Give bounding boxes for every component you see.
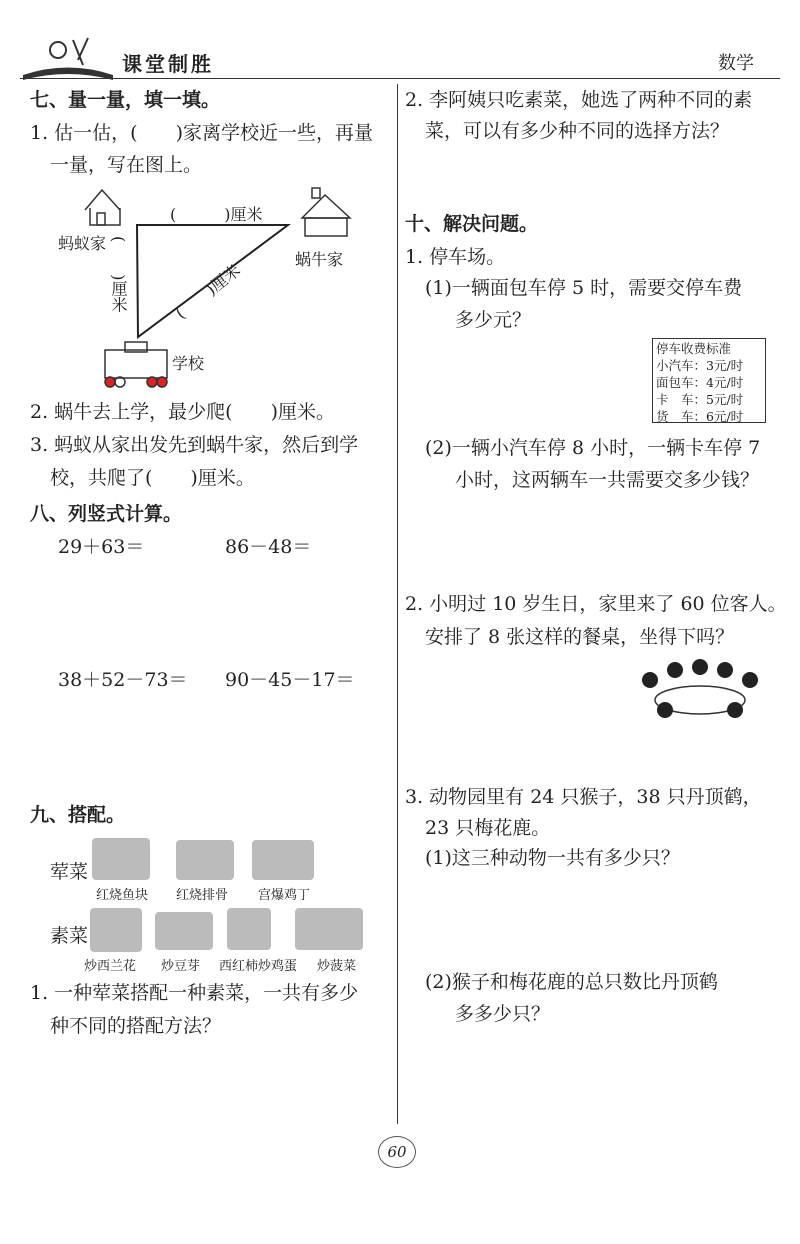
snail-home-label: 蜗牛家	[295, 250, 344, 269]
meat-photo-2	[176, 840, 234, 880]
q7-3-line2: 校，共爬了( )厘米。	[50, 467, 255, 489]
diagonal-edge-label: ( )厘米	[171, 260, 244, 323]
school-building-icon	[105, 342, 167, 387]
meat-photo-3	[252, 840, 314, 880]
equation-4: 90－45－17＝	[225, 669, 355, 691]
p3-1: (1)这三种动物一共有多少只？	[425, 847, 680, 869]
veg-photo-4	[295, 908, 363, 950]
veg-name-3: 西红柿炒鸡蛋	[219, 959, 298, 974]
veg-label: 素菜	[50, 925, 89, 947]
meat-name-1: 红烧鱼块	[96, 888, 149, 903]
section8-title: 八、列竖式计算。	[30, 503, 183, 525]
equation-3: 38＋52－73＝	[58, 669, 188, 691]
fee-row: 货 车：6元/时	[656, 409, 744, 424]
section7-title: 七、量一量，填一填。	[30, 89, 221, 111]
equation-1: 29＋63＝	[58, 536, 145, 558]
p1-title: 1. 停车场。	[405, 246, 506, 268]
ant-home-label: 蚂蚁家	[58, 234, 107, 253]
veg-photo-3	[227, 908, 271, 950]
ant-house-icon	[85, 190, 120, 225]
header-logo-icon	[18, 30, 118, 82]
section10-title: 十、解决问题。	[405, 213, 539, 235]
veg-name-1: 炒西兰花	[84, 959, 137, 974]
school-label: 学校	[172, 354, 205, 373]
fee-row: 卡 车：5元/时	[656, 392, 744, 407]
left-edge-label: ( )厘米	[109, 236, 128, 313]
top-edge-label: ( )厘米	[170, 205, 263, 224]
meat-photo-1	[92, 838, 150, 880]
q7-1-line1: 1. 估一估，( )家离学校近一些，再量	[30, 122, 373, 144]
p1-2-line2: 小时，这两辆车一共需要交多少钱？	[455, 469, 760, 491]
veg-name-4: 炒菠菜	[317, 959, 357, 974]
fee-row: 面包车：4元/时	[656, 375, 744, 390]
header-rule	[20, 78, 780, 79]
q9-1-line1: 1. 一种荤菜搭配一种素菜，一共有多少	[30, 982, 359, 1004]
meat-name-3: 宫爆鸡丁	[258, 888, 311, 903]
equation-2: 86－48＝	[225, 536, 312, 558]
p2-line1: 2. 小明过 10 岁生日，家里来了 60 位客人。	[405, 593, 787, 615]
p3-line1: 3. 动物园里有 24 只猴子，38 只丹顶鹤，	[405, 786, 762, 808]
fee-table-title: 停车收费标准	[656, 341, 732, 356]
column-divider	[397, 84, 398, 1124]
fee-row: 小汽车：3元/时	[656, 358, 744, 373]
snail-house-icon	[302, 188, 350, 236]
page-number: 60	[378, 1136, 416, 1168]
q9-2-line2: 菜，可以有多少种不同的选择方法？	[425, 120, 730, 142]
veg-photo-1	[90, 908, 142, 952]
q9-2-line1: 2. 李阿姨只吃素菜，她选了两种不同的素	[405, 89, 753, 111]
section9-title: 九、搭配。	[30, 804, 126, 826]
meat-name-2: 红烧排骨	[176, 888, 229, 903]
q9-1-line2: 种不同的搭配方法？	[50, 1015, 222, 1037]
header-title: 课堂制胜	[122, 52, 214, 76]
p1-1-line1: (1)一辆面包车停 5 时，需要交停车费	[425, 277, 743, 299]
q7-1-line2: 一量，写在图上。	[50, 154, 203, 176]
q7-3-line1: 3. 蚂蚁从家出发先到蜗牛家，然后到学	[30, 434, 359, 456]
p2-line2: 安排了 8 张这样的餐桌，坐得下吗？	[425, 626, 735, 648]
meat-label: 荤菜	[50, 861, 89, 883]
veg-name-2: 炒豆芽	[161, 959, 201, 974]
veg-photo-2	[155, 912, 213, 950]
p3-2-line2: 多多少只？	[455, 1003, 551, 1025]
p1-2-line1: (2)一辆小汽车停 8 小时，一辆卡车停 7	[425, 437, 761, 459]
p1-1-line2: 多少元？	[455, 309, 532, 331]
p3-2-line1: (2)猴子和梅花鹿的总只数比丹顶鹤	[425, 971, 718, 993]
parking-fee-table	[652, 338, 766, 423]
header-subject: 数学	[718, 53, 754, 74]
q7-2: 2. 蜗牛去上学，最少爬( )厘米。	[30, 401, 335, 423]
dining-table-illustration	[635, 655, 765, 730]
p3-line2: 23 只梅花鹿。	[425, 817, 551, 839]
